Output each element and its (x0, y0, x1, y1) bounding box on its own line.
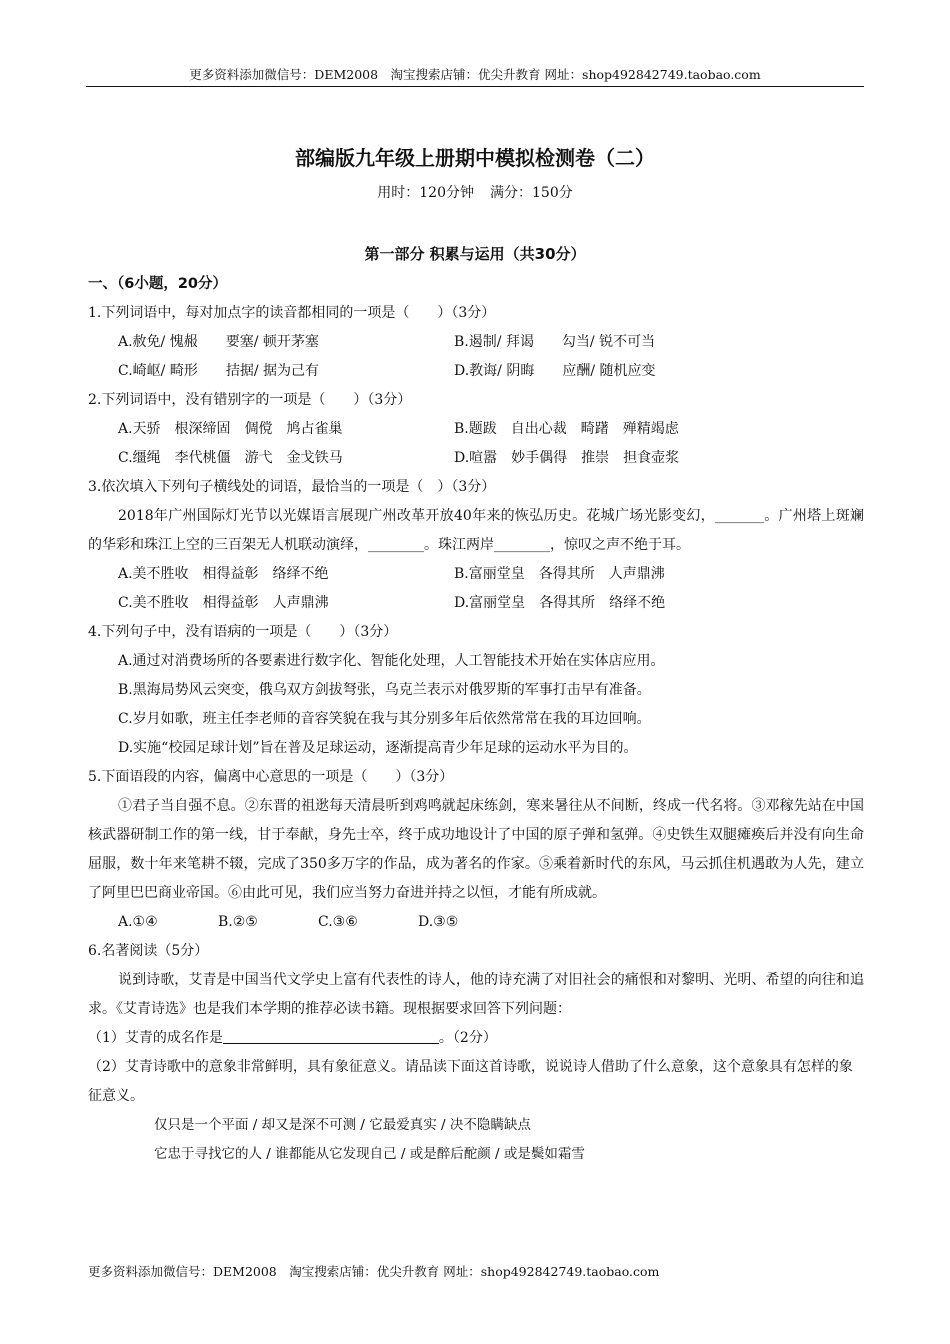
exam-content (88, 270, 864, 1169)
question-6-sub1 (88, 1024, 864, 1053)
question-6-stem: 6.名著阅读（5分） (88, 943, 209, 959)
question-4-stem: 4.下列句子中，没有语病的一项是（ ）（3分） (88, 624, 398, 640)
poem-line-2: 它忠于寻找它的人 / 谁都能从它发现自己 / 或是醉后酡颜 / 或是鬓如霜雪 (154, 1146, 585, 1162)
question-1-stem: 1.下列词语中，每对加点字的读音都相同的一项是（ ）（3分） (88, 305, 496, 321)
q5-option-c: C.③⑥ (318, 914, 358, 930)
section-heading: 一、（6小题，20分） (88, 276, 228, 292)
q2-option-b: B.题跋 自出心裁 畸躇 殚精竭虑 (454, 421, 679, 437)
q4-option-a: A.通过对消费场所的各要素进行数字化、智能化处理，人工智能技术开始在实体店应用。 (118, 653, 665, 669)
q1-option-c: C.崎岖/ 畸形 拮据/ 据为己有 (118, 363, 319, 379)
question-3-options-row2 (88, 589, 864, 618)
q5-option-b: B.②⑤ (218, 914, 258, 930)
question-1-options-row2 (88, 357, 864, 386)
q1-option-d: D.教诲/ 阴晦 应酬/ 随机应变 (454, 363, 656, 379)
time-limit: 用时：120分钟 (377, 185, 474, 201)
question-3-stem: 3.依次填入下列句子横线处的词语，最恰当的一项是（ ）（3分） (88, 479, 496, 495)
q5-option-d: D.③⑤ (418, 914, 459, 930)
q1-option-b: B.遏制/ 拜谒 勾当/ 锐不可当 (454, 334, 656, 350)
question-3-options-row1 (88, 560, 864, 589)
q3-option-a: A.美不胜收 相得益彰 络绎不绝 (118, 566, 329, 582)
q5-option-a: A.①④ (118, 914, 158, 930)
answer-blank[interactable] (223, 1025, 439, 1044)
poem-line-1: 仅只是一个平面 / 却又是深不可测 / 它最爱真实 / 决不隐瞒缺点 (154, 1117, 531, 1133)
question-1-options-row1 (88, 328, 864, 357)
q2-option-c: C.缰绳 李代桃僵 游弋 金戈铁马 (118, 450, 343, 466)
q3-option-d: D.富丽堂皇 各得其所 络绎不绝 (454, 595, 666, 611)
q2-option-d: D.喧嚣 妙手偶得 推崇 担食壶浆 (454, 450, 680, 466)
q6-sub1-suffix: 。（2分） (438, 1030, 497, 1046)
q1-option-a: A.赦免/ 愧赧 要塞/ 顿开茅塞 (118, 334, 319, 350)
part-title: 第一部分 积累与运用（共30分） (364, 245, 586, 263)
q6-sub1-prefix: （1）艾青的成名作是 (88, 1030, 223, 1046)
exam-subtitle (0, 182, 950, 202)
question-2-options-row1 (88, 415, 864, 444)
page-header: 更多资料添加微信号：DEM2008 淘宝搜索店铺：优尖升教育 网址：shop492842749.taobao.com (86, 64, 864, 87)
q3-option-b: B.富丽堂皇 各得其所 人声鼎沸 (454, 566, 665, 582)
q4-option-c: C.岁月如歌，班主任李老师的音容笑貌在我与其分别多年后依然常常在我的耳边回响。 (118, 711, 651, 727)
full-score: 满分：150分 (490, 185, 573, 201)
question-5-stem: 5.下面语段的内容，偏离中心意思的一项是（ ）（3分） (88, 769, 454, 785)
question-6-sub2: （2）艾青诗歌中的意象非常鲜明，具有象征意义。请品读下面这首诗歌，说说诗人借助了什么意象，这个意象具有怎样的象征意义。 (88, 1059, 853, 1104)
q2-option-a: A.天骄 根深缔固 倜傥 鸠占雀巢 (118, 421, 343, 437)
question-6-intro: 说到诗歌，艾青是中国当代文学史上富有代表性的诗人，他的诗充满了对旧社会的痛恨和对黎明、光明、希望的向往和追求。《艾青诗选》也是我们本学期的推荐必读书籍。现根据要求回答下列问题： (88, 972, 864, 1017)
question-5-options (88, 908, 864, 937)
question-2-stem: 2.下列词语中，没有错别字的一项是（ ）（3分） (88, 392, 412, 408)
q4-option-b: B.黑海局势风云突变，俄乌双方剑拔弩张，乌克兰表示对俄罗斯的军事打击早有准备。 (118, 682, 651, 698)
question-2-options-row2 (88, 444, 864, 473)
question-3-passage: 2018年广州国际灯光节以光媒语言展现广州改革开放40年来的恢弘历史。花城广场光影变幻，_______。广州塔上斑斓的华彩和珠江上空的三百架无人机联动演绎，________。珠江两岸________，惊叹之声不绝于耳。 (88, 508, 864, 553)
q4-option-d: D.实施“校园足球计划”旨在普及足球运动，逐渐提高青少年足球的运动水平为目的。 (118, 740, 638, 756)
question-5-passage: ①君子当自强不息。②东晋的祖逖每天清晨听到鸡鸣就起床练剑，寒来暑往从不间断，终成一代名将。③邓稼先站在中国核武器研制工作的第一线，甘于奉献，身先士卒，终于成功地设计了中国的原子弹和氢弹。④史铁生双腿瘫痪后并没有向生命屈服，数十年来笔耕不辍，完成了350多万字的作品，成为著名的作家。⑤乘着新时代的东风，马云抓住机遇敢为人先，建立了阿里巴巴商业帝国。⑥由此可见，我们应当努力奋进并持之以恒，才能有所成就。 (88, 798, 864, 901)
q3-option-c: C.美不胜收 相得益彰 人声鼎沸 (118, 595, 329, 611)
page-footer: 更多资料添加微信号：DEM2008 淘宝搜索店铺：优尖升教育 网址：shop492842749.taobao.com (88, 1264, 660, 1279)
exam-title: 部编版九年级上册期中模拟检测卷（二） (295, 146, 655, 170)
